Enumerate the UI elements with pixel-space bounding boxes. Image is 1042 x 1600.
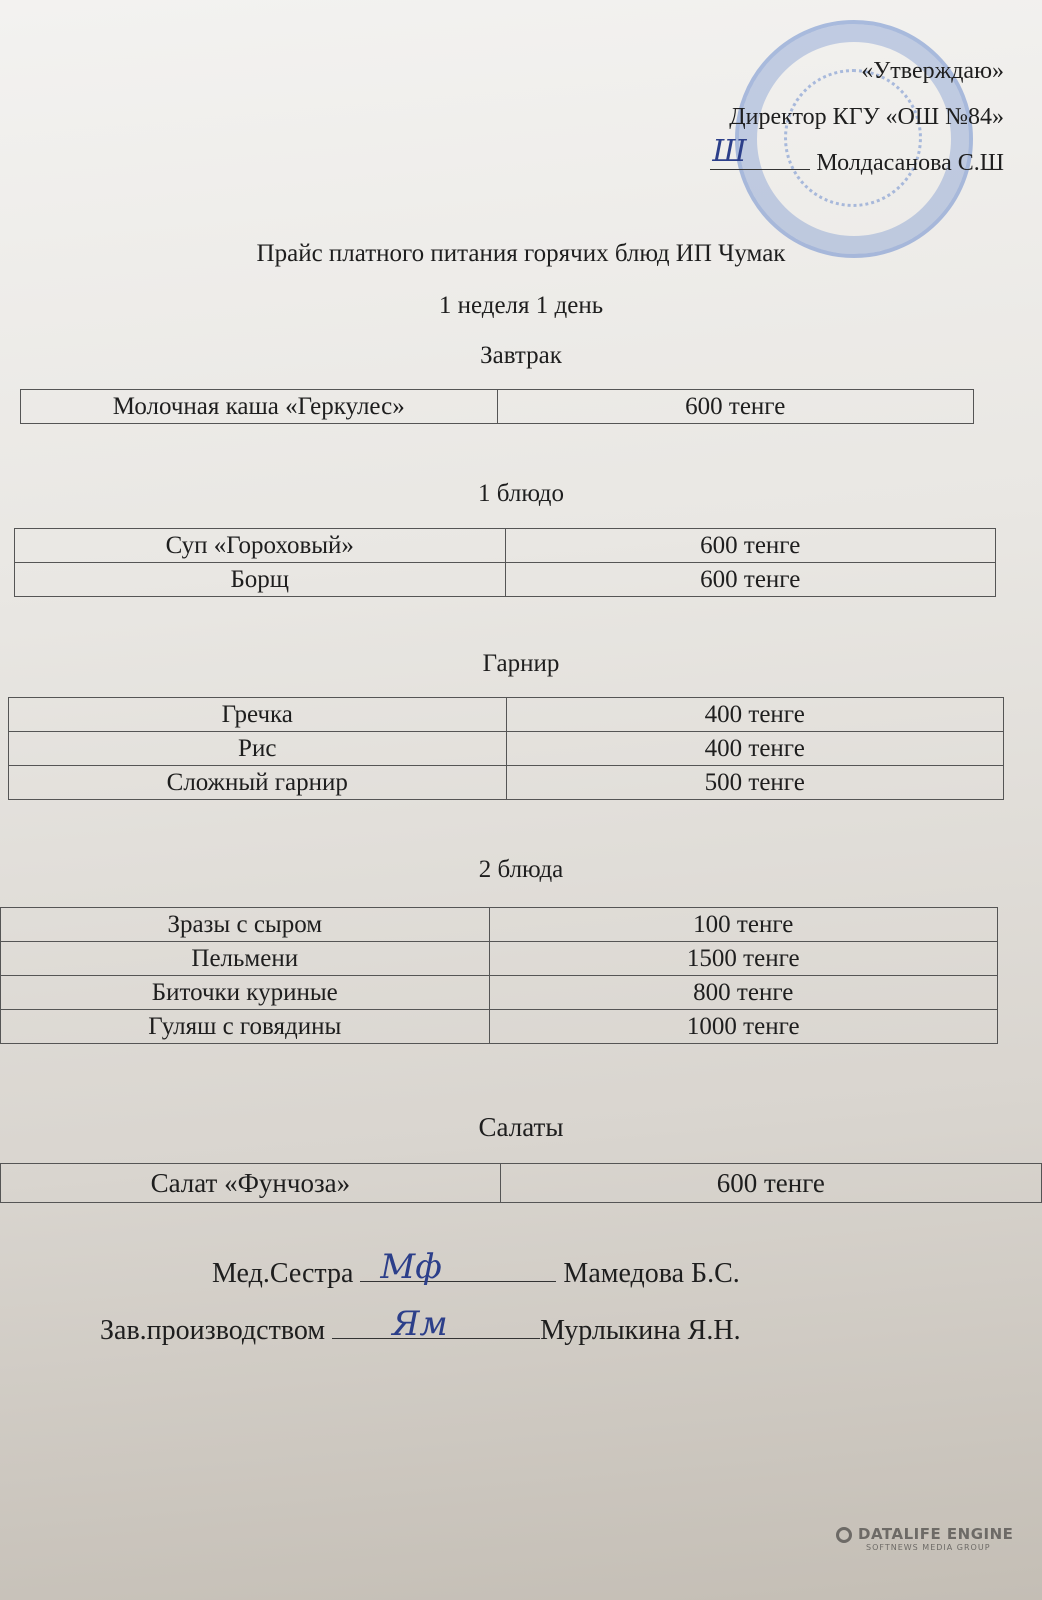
- table-row: [15, 563, 996, 597]
- table-row: [9, 732, 1004, 766]
- signature-nurse: [212, 1247, 740, 1290]
- dish-price: 1500 тенге: [489, 942, 997, 976]
- watermark-subtitle: SOFTNEWS MEDIA GROUP: [866, 1543, 991, 1552]
- watermark: [836, 1524, 1013, 1552]
- table-row: [1, 1164, 1042, 1203]
- dish-name: Пельмени: [1, 942, 490, 976]
- director-title: Директор КГУ «ОШ №84»: [729, 104, 1004, 130]
- table-row: [9, 766, 1004, 800]
- approval-label: «Утверждаю»: [861, 58, 1004, 84]
- dish-price: 400 тенге: [506, 698, 1004, 732]
- dish-name: Молочная каша «Геркулес»: [21, 390, 498, 424]
- table-salads: [0, 1163, 1042, 1203]
- dish-price: 600 тенге: [497, 390, 974, 424]
- signature-mark: Ям: [332, 1338, 540, 1339]
- dish-name: Борщ: [15, 563, 506, 597]
- table-row: [1, 976, 998, 1010]
- dish-name: Салат «Фунчоза»: [1, 1164, 501, 1203]
- dish-name: Зразы с сыром: [1, 908, 490, 942]
- table-row: [1, 942, 998, 976]
- document-title: Прайс платного питания горячих блюд ИП Чумак: [256, 240, 786, 267]
- section-heading-garnish: Гарнир: [482, 650, 560, 677]
- watermark-title: DATALIFE ENGINE: [858, 1525, 1014, 1543]
- director-name: Молдасанова С.Ш: [816, 150, 1004, 176]
- signature-production-head: [100, 1304, 741, 1347]
- section-heading-second-course: 2 блюда: [478, 856, 564, 883]
- dish-name: Суп «Гороховый»: [15, 529, 506, 563]
- table-row: [21, 390, 974, 424]
- dish-price: 800 тенге: [489, 976, 997, 1010]
- dish-name: Гуляш с говядины: [1, 1010, 490, 1044]
- signature-role: Мед.Сестра: [212, 1258, 354, 1289]
- dish-price: 400 тенге: [506, 732, 1004, 766]
- dish-name: Рис: [9, 732, 507, 766]
- datalife-logo-icon: [836, 1527, 852, 1543]
- section-heading-first-course: 1 блюдо: [478, 480, 564, 507]
- signature-name: Мамедова Б.С.: [563, 1258, 740, 1289]
- dish-price: 600 тенге: [505, 563, 996, 597]
- signature-mark: Мф: [360, 1281, 556, 1282]
- dish-price: 100 тенге: [489, 908, 997, 942]
- section-heading-salads: Салаты: [478, 1112, 564, 1142]
- table-row: [1, 908, 998, 942]
- document-subtitle: 1 неделя 1 день: [438, 292, 604, 319]
- table-garnish: [8, 697, 1004, 800]
- table-breakfast: [20, 389, 974, 424]
- dish-name: Сложный гарнир: [9, 766, 507, 800]
- director-signature-line: Ш Молдасанова С.Ш: [712, 134, 1004, 176]
- table-row: [9, 698, 1004, 732]
- table-second-course: [0, 907, 998, 1044]
- signature-name: Мурлыкина Я.Н.: [540, 1315, 741, 1346]
- table-row: [1, 1010, 998, 1044]
- signature-role: Зав.производством: [100, 1315, 326, 1346]
- dish-price: 500 тенге: [506, 766, 1004, 800]
- table-first-course: [14, 528, 996, 597]
- dish-name: Биточки куриные: [1, 976, 490, 1010]
- dish-price: 600 тенге: [500, 1164, 1041, 1203]
- dish-name: Гречка: [9, 698, 507, 732]
- approval-block: [710, 48, 1004, 186]
- dish-price: 1000 тенге: [489, 1010, 997, 1044]
- section-heading-breakfast: Завтрак: [480, 342, 562, 369]
- table-row: [15, 529, 996, 563]
- dish-price: 600 тенге: [505, 529, 996, 563]
